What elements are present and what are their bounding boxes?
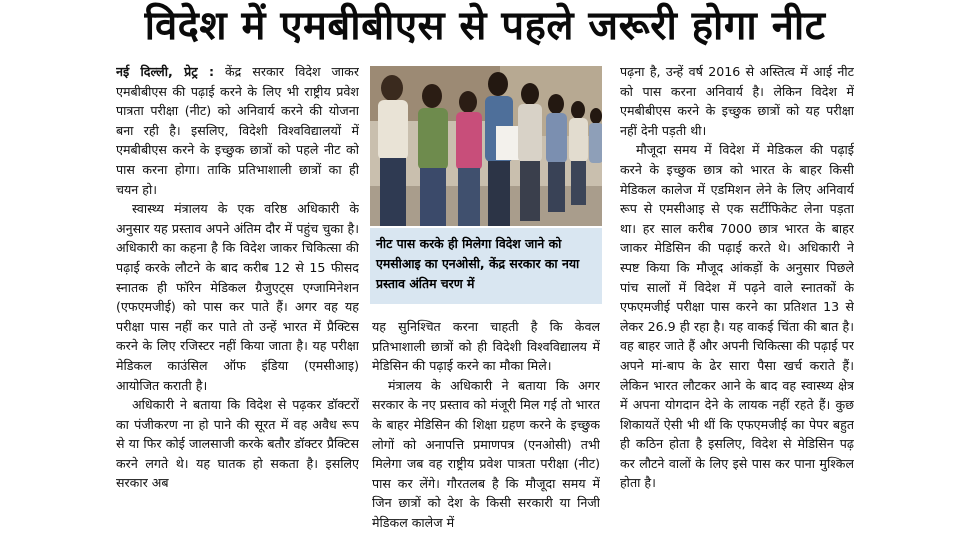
- headline: विदेश में एमबीबीएस से पहले जरूरी होगा नीट: [144, 3, 826, 49]
- paragraph: मौजूदा समय में विदेश में मेडिकल की पढ़ाई करने के इच्छुक छात्र को भारत के बाहर किसी मेडिकल कालेज में एडमिशन लेने के लिए अनिवार्य रूप से एमसीआइ से एक सर्टीफिकेट लेना पड़ता था। हर साल करीब 7000 छात्र भारत के बाहर जाकर मेडिसिन की पढ़ाई करते थे। अधिकारी ने स्पष्ट किया कि मौजूद आंकड़ों के अनुसार पिछले पांच सालों में विदेश में पढ़ने वाले स्नातकों के एफएमजीई परीक्षा पास करने का प्रतिशत 13 से लेकर 26.9 ही रहा है। यह वाकई चिंता की बात है। वह बाहर जाते हैं और अपनी चिकित्सा की पढ़ाई पर अपने मां-बाप के ढेर सारा पैसा खर्च कराते हैं। लेकिन भारत लौटकर आने के बाद वह स्वास्थ्य क्षेत्र में अपना योगदान देने के लायक नहीं रहते हैं। कुछ शिकायतें ऐसी भी थीं कि एफएमजीई का पेपर बहुत ही कठिन होता है इसलिए, विदेश से मेडिसिन पढ़ कर लौटने वालों के लिए इसे पास कर पाना मुश्किल होता है।: [620, 142, 854, 491]
- paragraph: स्वास्थ्य मंत्रालय के एक वरिष्ठ अधिकारी के अनुसार यह प्रस्ताव अपने अंतिम दौर में पहुंच चुका है। अधिकारी का कहना है कि विदेश जाकर चिकित्सा की पढ़ाई करके लौटने के बाद करीब 12 से 15 फीसद स्नातक ही फॉरेन मेडिकल ग्रैजुएट्स एग्जामिनेशन (एफएमजीई) को पास कर पाते हैं। अगर वह यह परीक्षा पास नहीं कर पाते तो उन्हें भारत में प्रैक्टिस करने के लिए रजिस्टर नहीं किया जाता है। यह परीक्षा मेडिकल काउंसिल ऑफ इंडिया (एमसीआइ) आयोजित कराती है।: [116, 201, 359, 393]
- paragraph: [116, 62, 359, 199]
- paragraph: पढ़ना है, उन्हें वर्ष 2016 से अस्तित्व में आई नीट को पास करना अनिवार्य है। लेकिन विदेश में एमबीबीएस करने के इच्छुक छात्रों को यह परीक्षा नहीं देनी पड़ती थी।: [620, 64, 854, 138]
- dateline: नई दिल्ली, प्रेट्र :: [116, 64, 215, 79]
- news-photo-students-queue: [370, 66, 602, 226]
- photo-caption: नीट पास करके ही मिलेगा विदेश जाने को एमसीआइ का एनओसी, केंद्र सरकार का नया प्रस्ताव अंतिम चरण में: [370, 228, 602, 304]
- photo-illustration: [370, 66, 602, 226]
- paragraph-text: केंद्र सरकार विदेश जाकर एमबीबीएस की पढ़ाई करने के लिए भी राष्ट्रीय प्रवेश पात्रता परीक्षा (नीट) को अनिवार्य करने की योजना बना रही है। इसलिए, विदेशी विश्वविद्यालयों में एमबीबीएस करने के इच्छुक छात्रों को पहले नीट को पास करना होगा। ताकि प्रतिभाशाली छात्रों का ही चयन हो।: [116, 64, 359, 197]
- article-column-2: [372, 317, 600, 545]
- paragraph: यह सुनिश्चित करना चाहती है कि केवल प्रतिभाशाली छात्रों को ही विदेशी विश्वविद्यालय में मेडिसिन की पढ़ाई करने का मौका मिले।: [372, 319, 600, 374]
- paragraph: मंत्रालय के अधिकारी ने बताया कि अगर सरकार के नए प्रस्ताव को मंजूरी मिल गई तो भारत के बाहर मेडिसिन की शिक्षा ग्रहण करने के इच्छुक लोगों को अनापत्ति प्रमाणपत्र (एनओसी) तभी मिलेगा जब वह राष्ट्रीय प्रवेश पात्रता परीक्षा (नीट) पास कर लेंगे। गौरतलब है कि मौजूदा समय में जिन छात्रों को देश के किसी सरकारी या निजी मेडिकल कालेज में: [372, 377, 600, 530]
- paragraph: अधिकारी ने बताया कि विदेश से पढ़कर डॉक्टरों का पंजीकरण ना हो पाने की सूरत में वह अवैध रूप से या फिर कोई जालसाजी करके बतौर डॉक्टर प्रैक्टिस करने लगते थे। यह घातक हो सकता है। इसलिए सरकार अब: [116, 397, 359, 491]
- article-column-1: [116, 62, 359, 545]
- article-column-3: [620, 62, 854, 545]
